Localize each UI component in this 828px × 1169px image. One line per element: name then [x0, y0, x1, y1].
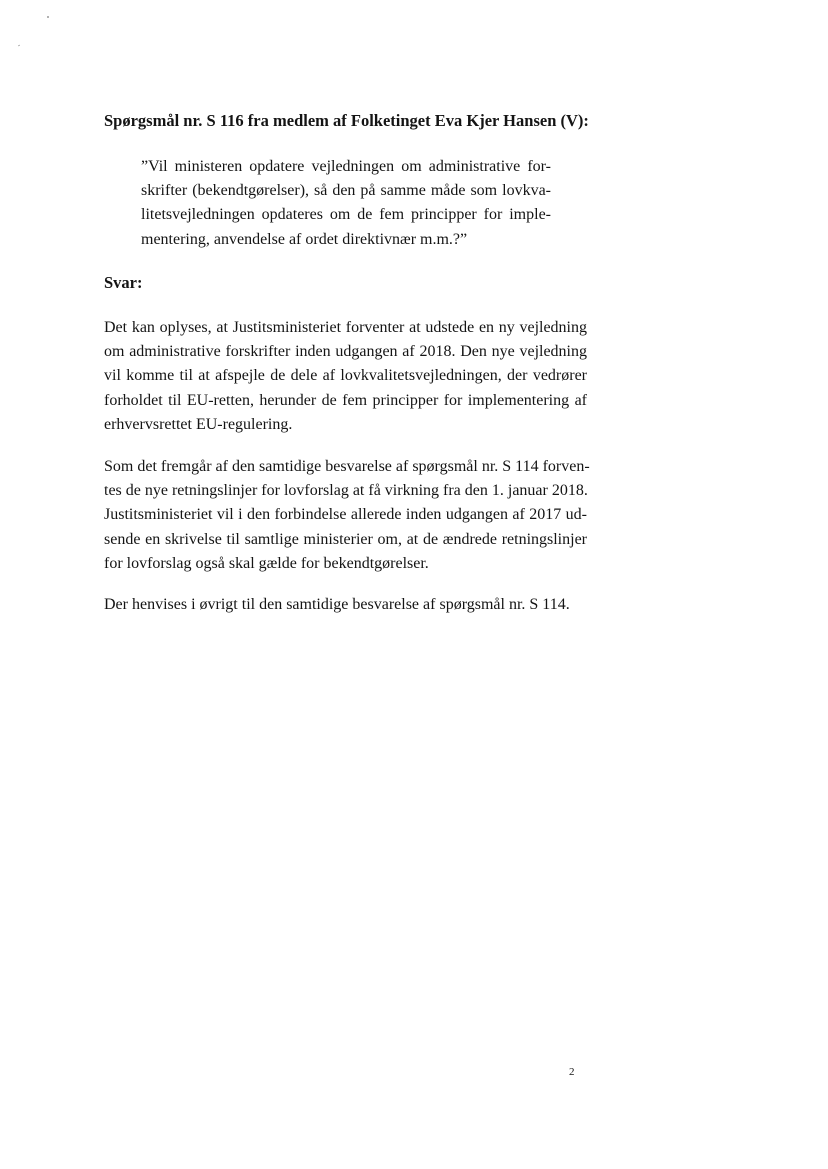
paragraph-line: Der henvises i øvrigt til den samtidige besvarelse af spørgsmål nr. S 114. — [104, 596, 570, 613]
paragraph-line: erhvervsrettet EU-regulering. — [104, 415, 293, 433]
paragraph-line: vil komme til at afspejle de dele af lovkvalitetsvejledningen, der vedrører — [104, 367, 587, 385]
paragraph-line: tes de nye retningslinjer for lovforslag at få virkning fra den 1. januar 2018. — [104, 482, 588, 500]
paragraph-line: sende en skrivelse til samtlige ministerier om, at de ændrede retningslinjer — [104, 530, 587, 548]
answer-paragraph-1 — [104, 316, 587, 437]
question-quote — [141, 155, 551, 252]
paragraph-line: Det kan oplyses, at Justitsministeriet forventer at udstede en ny vejledning — [104, 319, 587, 336]
quote-line: skrifter (bekendtgørelser), så den på samme måde som lovkva- — [141, 182, 551, 200]
quote-line: ”Vil ministeren opdatere vejledningen om administrative for- — [141, 158, 551, 175]
paragraph-line: om administrative forskrifter inden udgangen af 2018. Den nye vejledning — [104, 343, 587, 361]
page-number: 2 — [569, 1066, 575, 1078]
answer-paragraph-3 — [104, 593, 587, 617]
paragraph-line: forholdet til EU-retten, herunder de fem principper for implementering af — [104, 391, 587, 409]
answer-paragraph-2 — [104, 455, 590, 576]
scan-speck — [18, 45, 20, 47]
quote-line: litetsvejledningen opdateres om de fem principper for imple- — [141, 206, 551, 224]
scan-speck — [47, 16, 49, 18]
paragraph-line: Som det fremgår af den samtidige besvarelse af spørgsmål nr. S 114 forven- — [104, 458, 590, 475]
answer-heading: Svar: — [104, 273, 143, 292]
quote-line: mentering, anvendelse af ordet direktivnær m.m.?” — [141, 230, 468, 248]
paragraph-line: for lovforslag også skal gælde for bekendtgørelser. — [104, 554, 429, 572]
question-heading: Spørgsmål nr. S 116 fra medlem af Folketinget Eva Kjer Hansen (V): — [104, 111, 589, 130]
paragraph-line: Justitsministeriet vil i den forbindelse allerede inden udgangen af 2017 ud- — [104, 506, 587, 524]
